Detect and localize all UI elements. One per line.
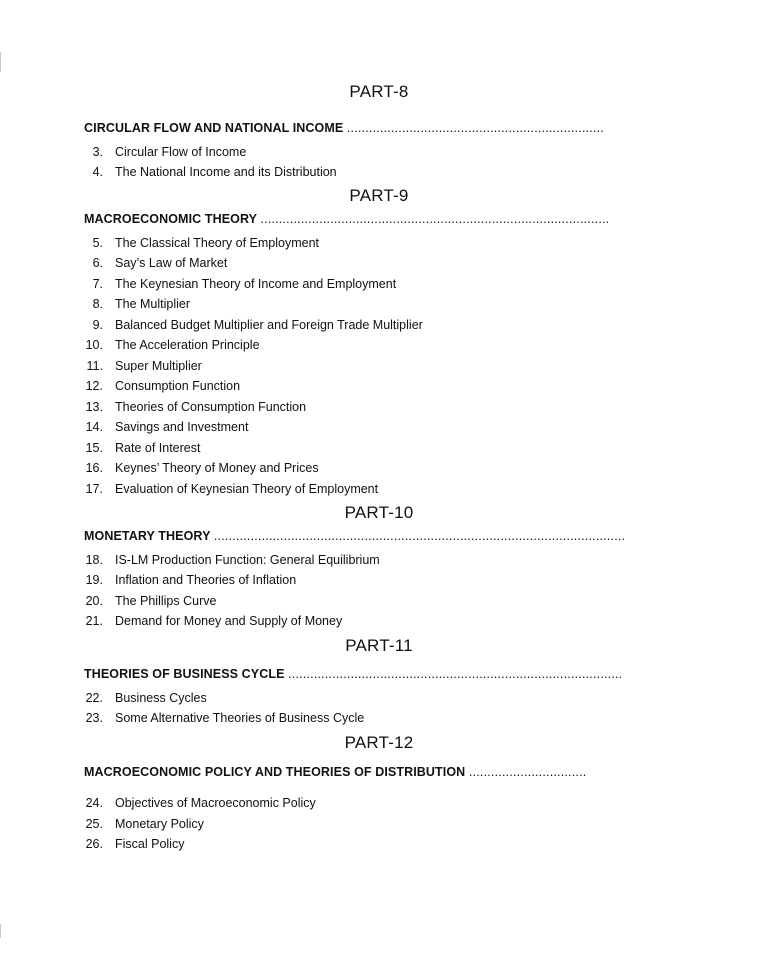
item-number: 6. <box>92 256 103 270</box>
item-label: Super Multiplier <box>115 359 202 373</box>
item-label: Theories of Consumption Function <box>115 400 307 414</box>
list-item <box>84 318 423 332</box>
item-label: Objectives of Macroeconomic Policy <box>115 796 316 810</box>
item-number: 19. <box>85 573 103 587</box>
list-item <box>84 420 248 434</box>
item-number: 7. <box>92 277 103 291</box>
section-heading-text: MACROECONOMIC POLICY AND THEORIES OF DISTRIBUTION <box>84 765 466 779</box>
part-title: PART-8 <box>349 82 409 101</box>
item-label: The National Income and its Distribution <box>115 165 337 179</box>
item-label: The Acceleration Principle <box>115 338 260 352</box>
item-number: 26. <box>85 837 103 851</box>
page-edge-mark-top <box>0 52 1 72</box>
item-number: 24. <box>85 796 103 810</box>
section-heading <box>84 212 609 226</box>
item-label: IS-LM Production Function: General Equilibrium <box>115 553 380 567</box>
item-number: 23. <box>85 711 103 725</box>
list-item <box>84 461 319 475</box>
item-number: 15. <box>85 441 103 455</box>
list-item <box>84 379 240 393</box>
item-number: 10. <box>85 338 103 352</box>
list-item <box>84 441 200 455</box>
section-heading-text: THEORIES OF BUSINESS CYCLE <box>84 667 285 681</box>
item-label: Rate of Interest <box>115 441 201 455</box>
section-heading-text: CIRCULAR FLOW AND NATIONAL INCOME <box>84 121 344 135</box>
item-number: 4. <box>92 165 103 179</box>
list-item <box>84 837 184 851</box>
list-item <box>84 711 364 725</box>
list-item <box>84 817 204 831</box>
list-item <box>84 165 337 179</box>
part-title: PART-9 <box>349 186 409 205</box>
item-number: 13. <box>85 400 103 414</box>
item-label: Monetary Policy <box>115 817 204 831</box>
list-item <box>84 256 227 270</box>
list-item <box>84 573 296 587</box>
section-heading <box>84 765 586 779</box>
list-item <box>84 482 378 496</box>
item-number: 18. <box>85 553 103 567</box>
item-label: The Phillips Curve <box>115 594 217 608</box>
leader-dots: ............................................................................................... <box>260 212 610 226</box>
list-item <box>84 614 342 628</box>
list-item <box>84 236 319 250</box>
item-number: 22. <box>85 691 103 705</box>
item-number: 9. <box>92 318 103 332</box>
part-title: PART-11 <box>345 636 413 655</box>
item-label: The Multiplier <box>115 297 191 311</box>
item-label: Circular Flow of Income <box>115 145 247 159</box>
item-number: 8. <box>92 297 103 311</box>
section-heading <box>84 667 622 681</box>
item-label: Some Alternative Theories of Business Cycle <box>115 711 365 725</box>
leader-dots: ................................ <box>468 765 587 779</box>
leader-dots: ...................................................................... <box>346 121 604 135</box>
section-heading-text: MACROECONOMIC THEORY <box>84 212 257 226</box>
list-item <box>84 796 316 810</box>
list-item <box>84 277 396 291</box>
section-heading-text: MONETARY THEORY <box>84 529 211 543</box>
item-label: Balanced Budget Multiplier and Foreign Trade Multiplier <box>115 318 423 332</box>
item-number: 12. <box>85 379 103 393</box>
item-label: Consumption Function <box>115 379 241 393</box>
item-number: 25. <box>85 817 103 831</box>
section-heading <box>84 529 625 543</box>
item-label: Keynes’ Theory of Money and Prices <box>115 461 319 475</box>
item-number: 16. <box>85 461 103 475</box>
part-title: PART-12 <box>344 733 414 752</box>
list-item <box>84 553 380 567</box>
item-label: The Classical Theory of Employment <box>115 236 320 250</box>
item-label: Fiscal Policy <box>115 837 185 851</box>
item-label: Say’s Law of Market <box>115 256 228 270</box>
list-item <box>84 691 207 705</box>
leader-dots: ................................................................................................................ <box>213 529 626 543</box>
item-label: Demand for Money and Supply of Money <box>115 614 343 628</box>
item-number: 21. <box>85 614 103 628</box>
item-number: 11. <box>86 359 103 373</box>
item-label: Business Cycles <box>115 691 207 705</box>
item-number: 17. <box>85 482 103 496</box>
item-number: 14. <box>85 420 103 434</box>
list-item <box>84 594 216 608</box>
part-title: PART-10 <box>344 503 414 522</box>
item-label: Savings and Investment <box>115 420 249 434</box>
leader-dots: ........................................................................................... <box>288 667 623 681</box>
item-number: 20. <box>85 594 103 608</box>
item-number: 5. <box>92 236 103 250</box>
page-edge-mark-bottom <box>0 924 1 938</box>
item-number: 3. <box>92 145 103 159</box>
list-item <box>84 400 306 414</box>
item-label: The Keynesian Theory of Income and Employment <box>115 277 397 291</box>
item-label: Evaluation of Keynesian Theory of Employment <box>115 482 379 496</box>
list-item <box>84 359 202 373</box>
section-heading <box>84 121 604 135</box>
list-item <box>84 297 190 311</box>
list-item <box>84 338 260 352</box>
list-item <box>84 145 246 159</box>
item-label: Inflation and Theories of Inflation <box>115 573 297 587</box>
